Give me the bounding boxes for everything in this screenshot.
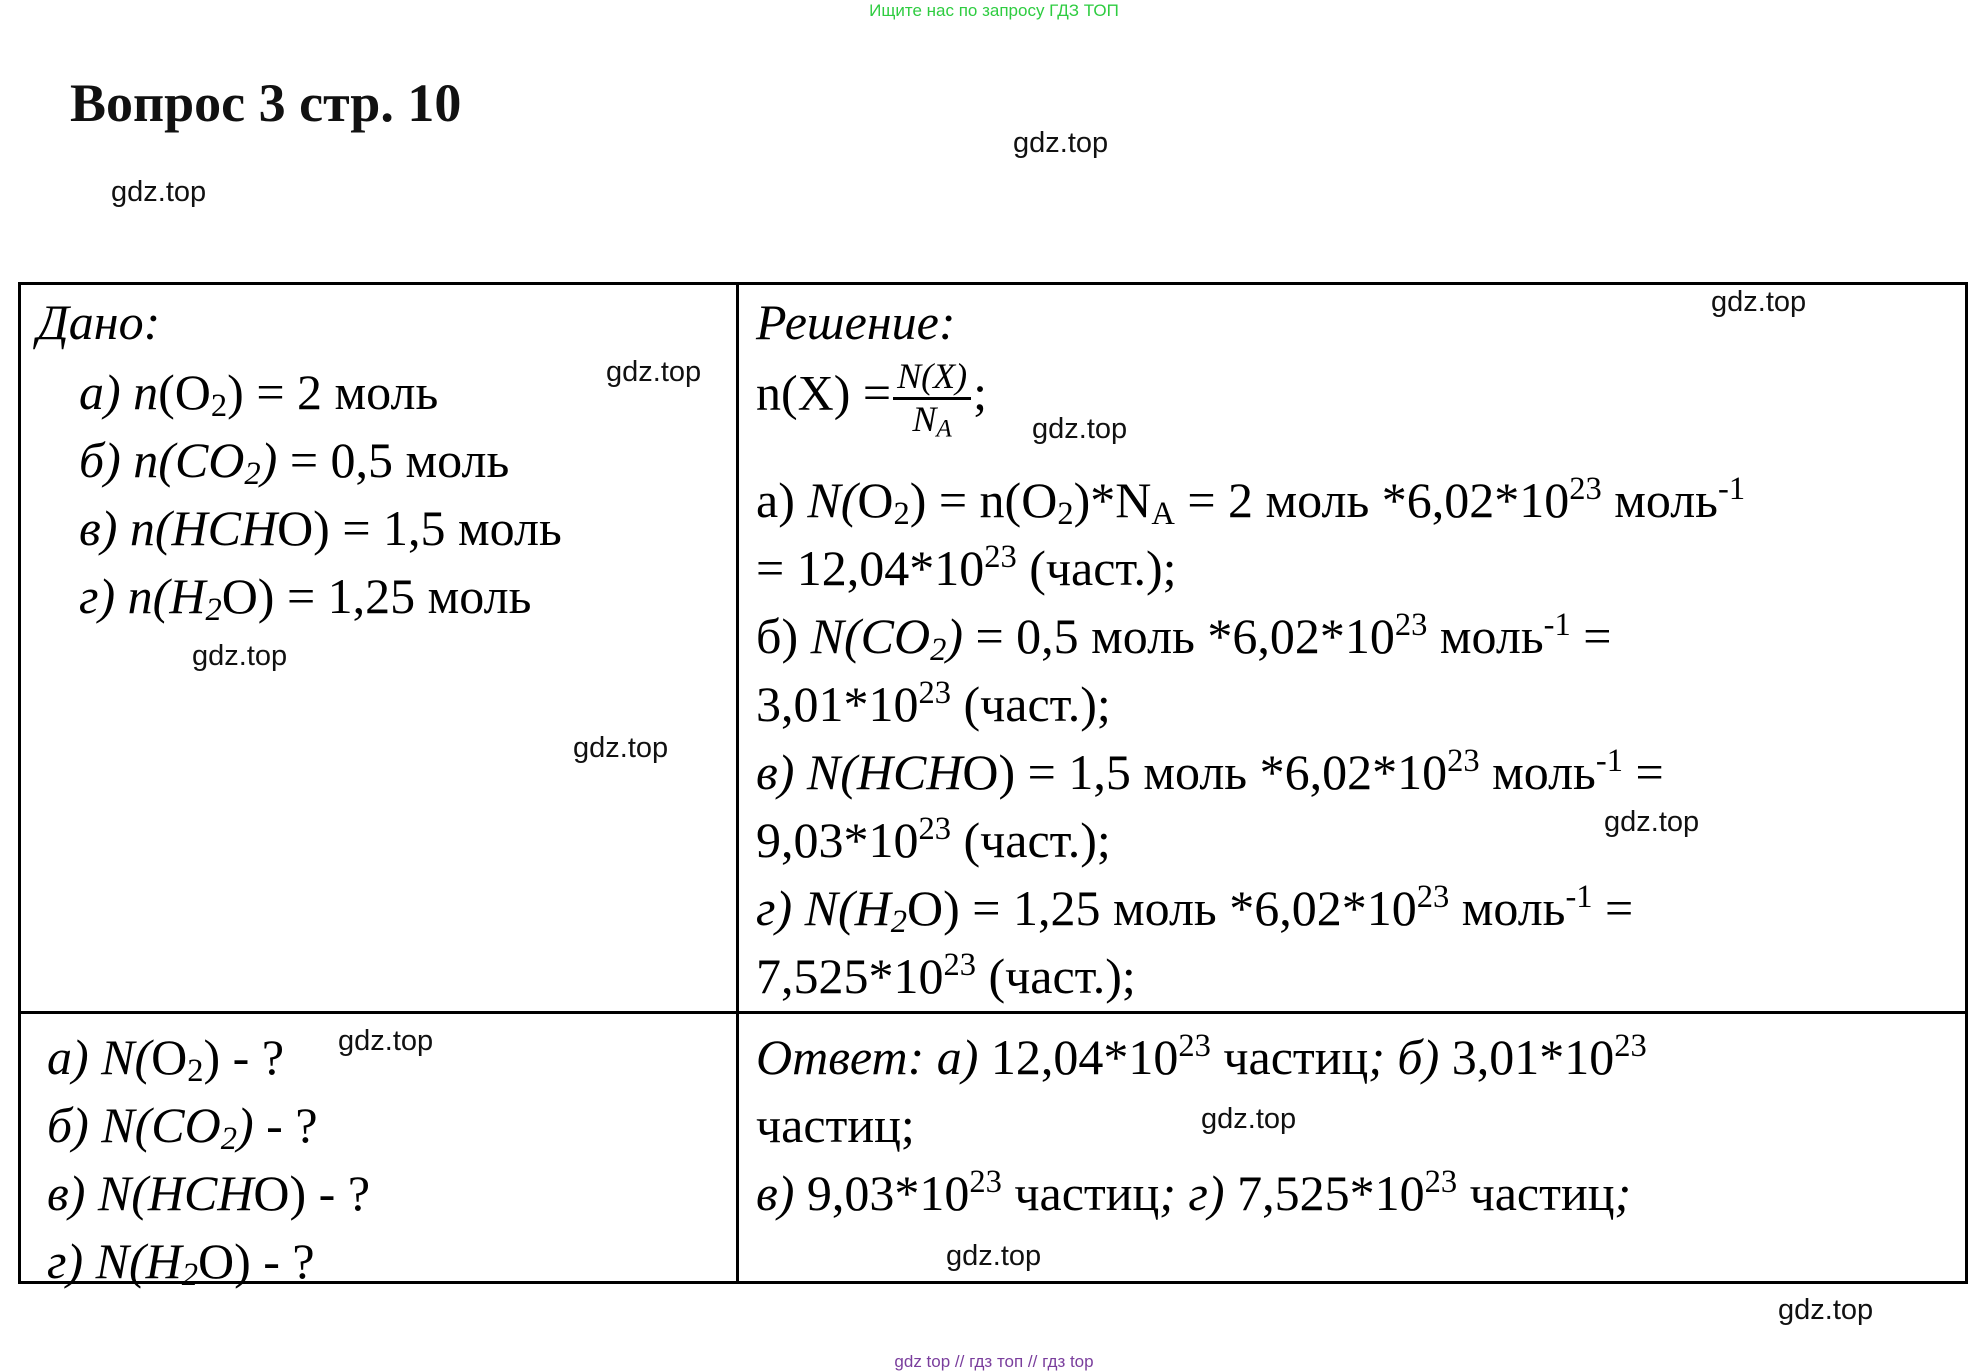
watermark: gdz.top	[1013, 127, 1109, 159]
given-cell	[18, 282, 739, 1014]
solution-cell	[736, 282, 1968, 1014]
find-cell	[18, 1011, 739, 1294]
watermark: gdz.top	[338, 1025, 434, 1057]
answer-cell	[736, 1011, 1968, 1284]
watermark: gdz.top	[946, 1240, 1042, 1272]
footer-links: gdz top // гдз топ // гдз top	[894, 1352, 1094, 1371]
watermark: gdz.top	[111, 176, 207, 208]
formula-fraction: $\frac{N(X)}{N_A}$	[893, 357, 971, 439]
watermark: gdz.top	[1201, 1103, 1297, 1135]
answer-line1: Ответ: а) $12,04*10^{23}$ частиц; б) $3,01*10^{23}$	[756, 1028, 1647, 1085]
solution-c-line1: в) N(HCHO) = 1,5 моль $*6,02*10^{23}$ моль$^{-1}$ =	[756, 743, 1664, 800]
solution-a-line1: а) $N(O_2) = n(O_2)*N_A = 2$ моль $*6,02*10^{23}$ моль$^{-1}$	[756, 471, 1746, 533]
given-header: Дано:	[37, 294, 161, 350]
solution-c-line2: $9,03*10^{23}$ (част.);	[756, 811, 1111, 868]
solution-b-line1: б) $N(CO_2) = 0,5$ моль $*6,02*10^{23}$ моль$^{-1}$ =	[756, 607, 1612, 669]
solution-table	[18, 282, 1968, 1294]
given-item-a: а) $n(O_2) = 2$ моль	[79, 364, 439, 425]
find-item-a: а) $N(O_2)$ - ?	[47, 1029, 285, 1090]
solution-b-line2: $3,01*10^{23}$ (част.);	[756, 675, 1111, 732]
top-banner: Ищите нас по запросу ГДЗ ТОП	[869, 1, 1119, 20]
watermark: gdz.top	[1711, 286, 1807, 318]
watermark: gdz.top	[606, 356, 702, 388]
find-item-c: в) N(HCHO) - ?	[47, 1165, 371, 1221]
answer-line3: в) $9,03*10^{23}$ частиц; г) $7,525*10^{23}$ частиц;	[756, 1164, 1632, 1221]
given-item-c: в) n(HCHO) = 1,5 моль	[79, 500, 562, 556]
solution-header: Решение:	[756, 294, 956, 350]
answer-line2: частиц;	[756, 1097, 915, 1153]
watermark: gdz.top	[1604, 806, 1700, 838]
watermark: gdz.top	[192, 640, 288, 672]
find-item-d: г) $N(H_2O)$ - ?	[47, 1233, 315, 1294]
solution-d-line2: $7,525*10^{23}$ (част.);	[756, 947, 1136, 1004]
given-item-d: г) $n(H_2O) = 1,25$ моль	[79, 568, 532, 629]
watermark: gdz.top	[573, 732, 669, 764]
watermark: gdz.top	[1778, 1294, 1874, 1326]
given-item-b: б) $n(CO_2) = 0,5$ моль	[79, 432, 510, 493]
find-item-b: б) $N(CO_2)$ - ?	[47, 1097, 318, 1158]
solution-d-line1: г) $N(H_2O) = 1,25$ моль $*6,02*10^{23}$ моль$^{-1}$ =	[756, 879, 1634, 941]
formula-line: n(X) = $\frac{N(X)}{N_A}$ ;	[756, 356, 987, 443]
solution-a-line2: = $12,04*10^{23}$ (част.);	[756, 539, 1177, 596]
page-title: Вопрос 3 стр. 10	[70, 73, 462, 133]
watermark: gdz.top	[1032, 413, 1128, 445]
